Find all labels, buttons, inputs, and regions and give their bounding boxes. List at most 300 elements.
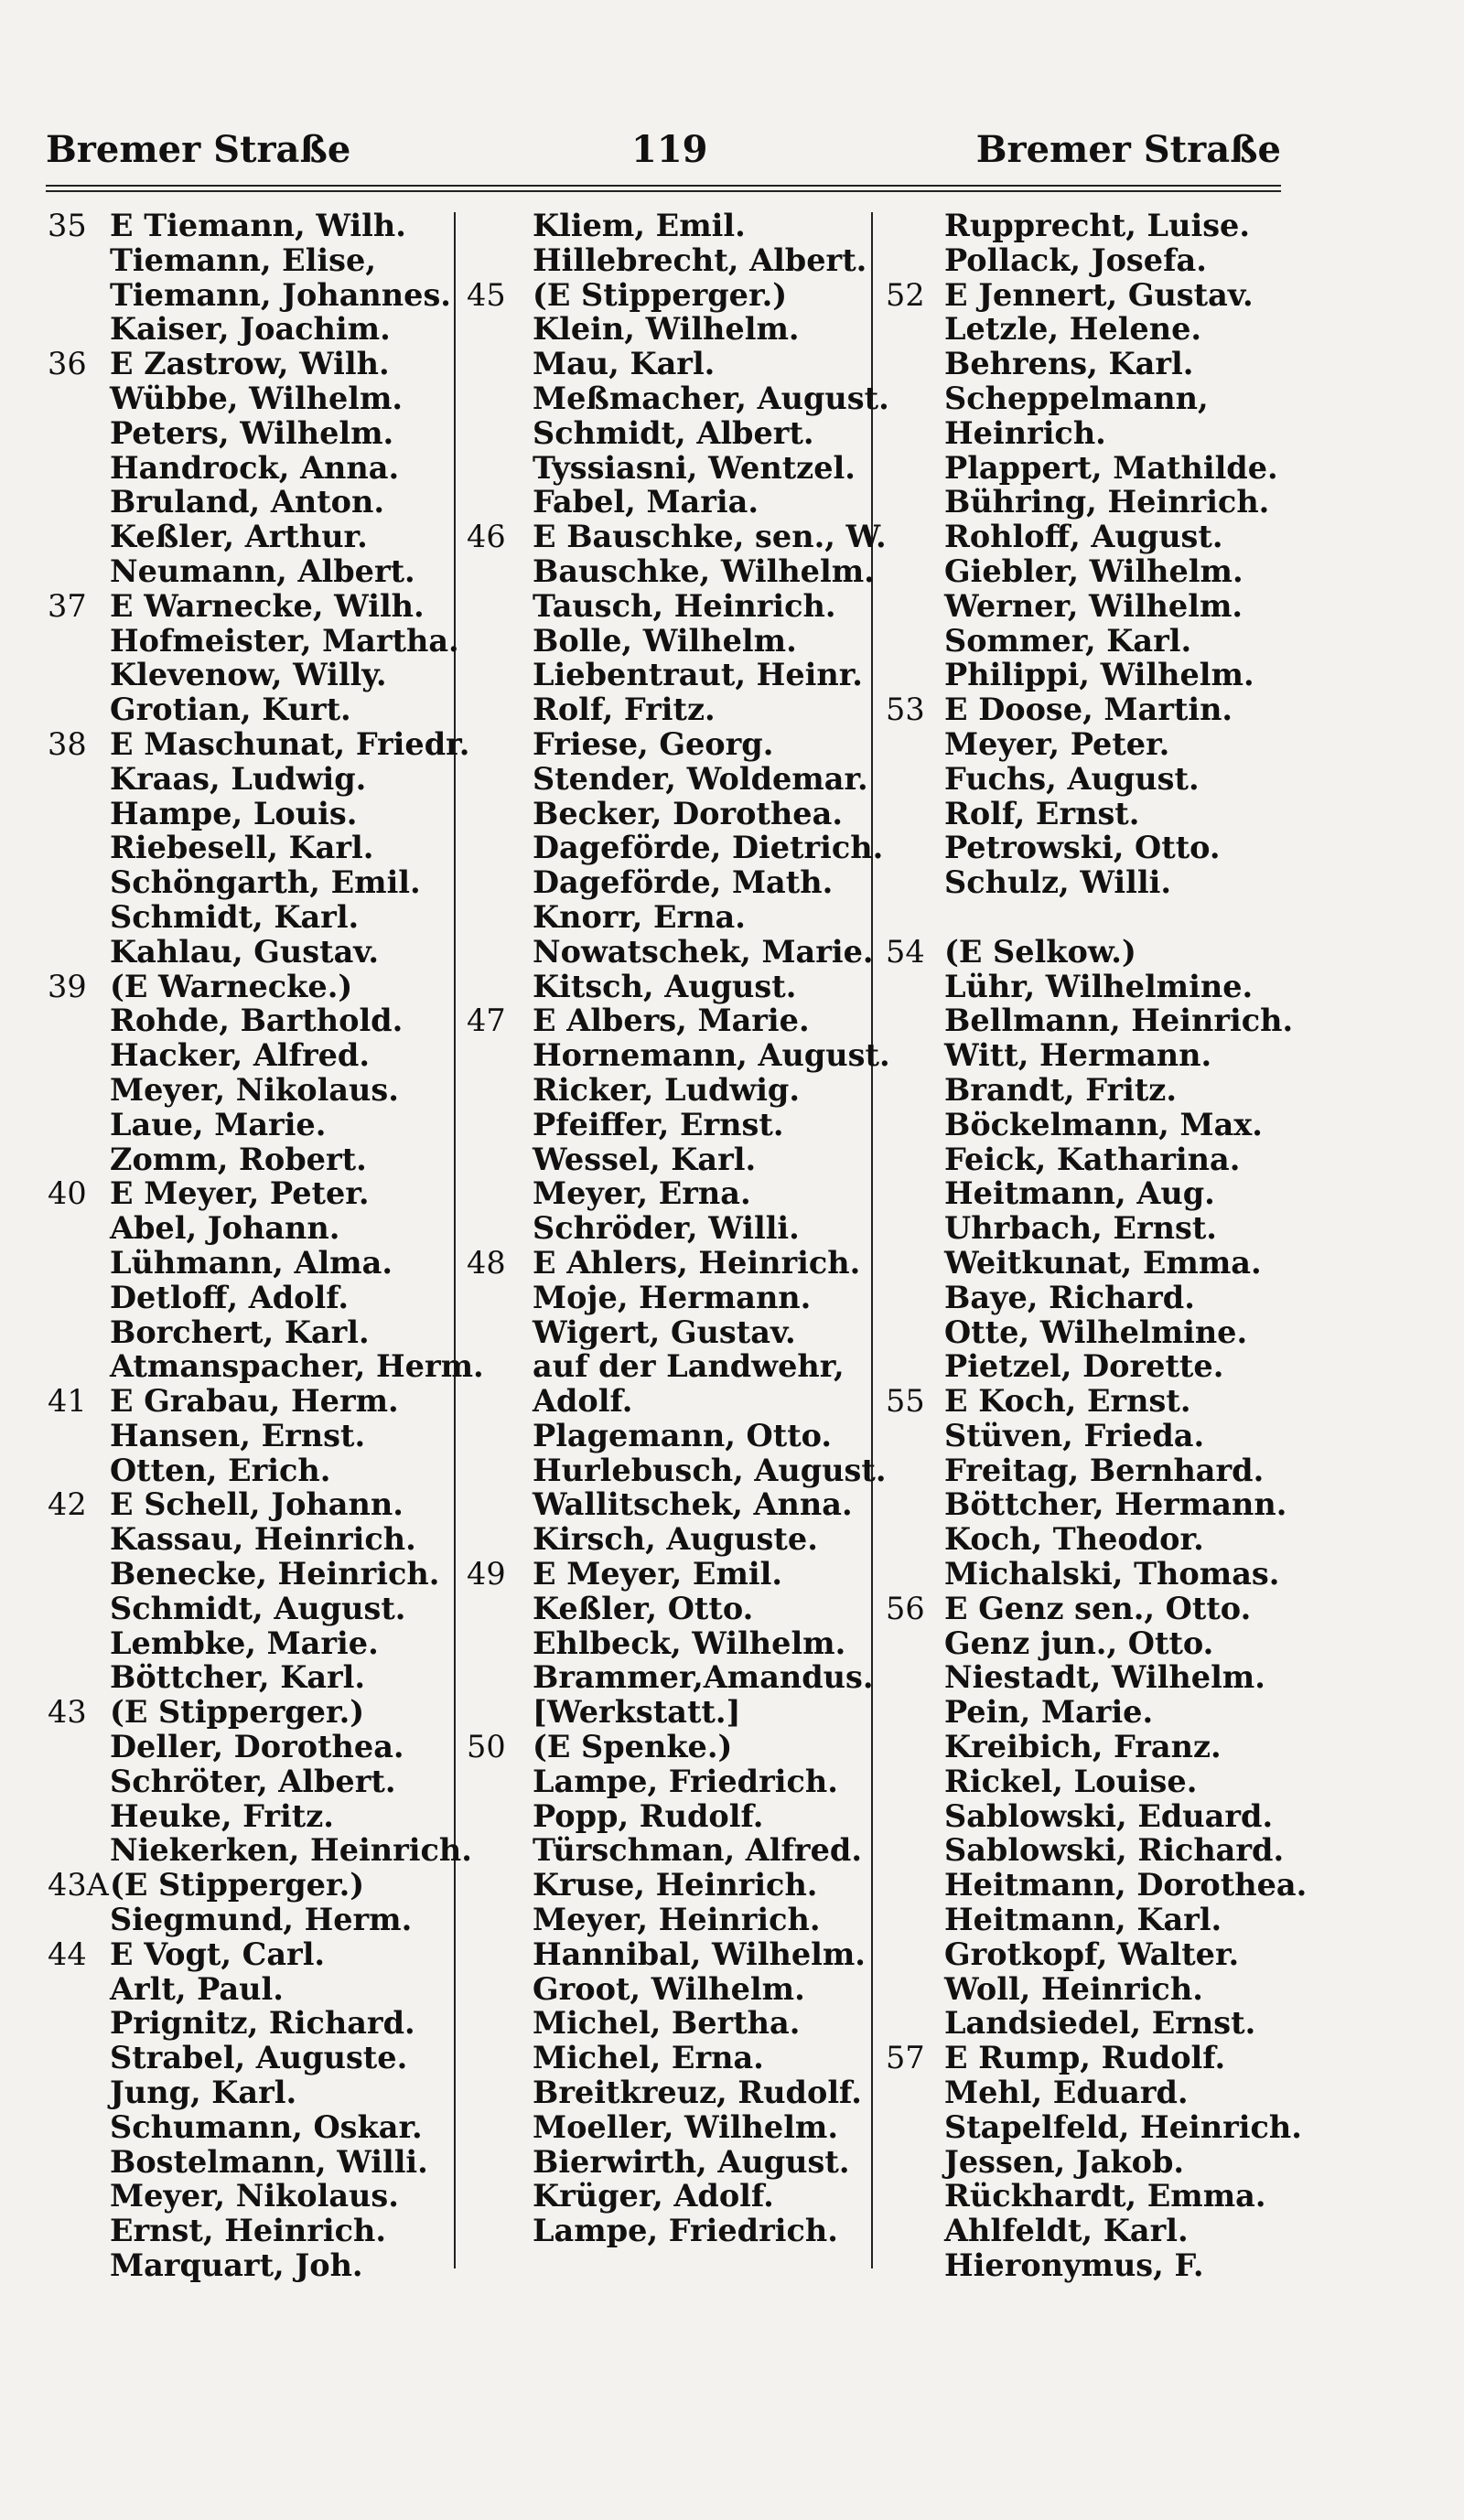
directory-entry	[48, 1972, 450, 2007]
house-number: 40	[48, 1175, 87, 1212]
directory-entry	[886, 797, 1279, 831]
resident-name: Dageförde, Math.	[533, 864, 834, 901]
directory-entry	[886, 2075, 1279, 2110]
directory-entry	[467, 2110, 869, 2145]
directory-entry	[467, 797, 869, 831]
directory-entry	[48, 1348, 484, 1385]
resident-name: Fuchs, August.	[944, 760, 1200, 797]
directory-entry	[48, 1038, 450, 1073]
directory-entry	[467, 2179, 869, 2214]
directory-entry	[48, 2145, 450, 2180]
directory-entry	[48, 2006, 450, 2041]
directory-entry	[48, 970, 450, 1004]
resident-name: Mau, Karl.	[533, 346, 716, 382]
directory-entry	[467, 692, 869, 727]
directory-entry	[467, 1108, 869, 1142]
resident-name: Detloff, Adolf.	[110, 1279, 350, 1315]
resident-name: Schumann, Oskar.	[110, 2108, 423, 2145]
resident-name: Feick, Katharina.	[944, 1141, 1241, 1177]
resident-name: Bierwirth, August.	[533, 2143, 850, 2180]
directory-entry	[48, 1557, 450, 1592]
resident-name: Tausch, Heinrich.	[533, 587, 836, 624]
resident-name: Moeller, Wilhelm.	[533, 2108, 839, 2145]
resident-name: Rückhardt, Emma.	[944, 2178, 1266, 2214]
resident-name: Nowatschek, Marie.	[533, 933, 874, 970]
directory-entry	[886, 1038, 1279, 1073]
resident-name: Heitmann, Dorothea.	[944, 1867, 1308, 1903]
resident-name: Rolf, Fritz.	[533, 692, 716, 728]
directory-entry	[467, 552, 875, 589]
directory-entry	[48, 1522, 450, 1557]
resident-name: Schmidt, Karl.	[110, 898, 360, 935]
resident-name: Borchert, Karl.	[110, 1314, 370, 1350]
resident-name: Genz jun., Otto.	[944, 1625, 1214, 1661]
resident-name: Pietzel, Dorette.	[944, 1348, 1224, 1385]
directory-entry	[467, 1937, 869, 1972]
resident-name: Hieronymus, F.	[944, 2247, 1204, 2284]
directory-entry	[48, 243, 450, 278]
directory-entry	[48, 831, 450, 865]
directory-entry	[48, 1142, 450, 1177]
house-number: 54	[886, 933, 925, 970]
resident-name: Schmidt, Albert.	[533, 414, 814, 451]
resident-name: Friese, Georg.	[533, 725, 774, 762]
resident-name: Schröder, Willi.	[533, 1210, 800, 1247]
directory-entry	[48, 2075, 450, 2110]
resident-name: Witt, Hermann.	[944, 1037, 1212, 1074]
resident-name: Heuke, Fritz.	[110, 1797, 334, 1834]
directory-entry	[467, 2145, 869, 2180]
resident-name: Knorr, Erna.	[533, 898, 746, 935]
directory-entry	[886, 1281, 1279, 1315]
directory-entry	[886, 1419, 1279, 1453]
directory-entry	[48, 1660, 450, 1695]
directory-entry	[48, 1487, 450, 1522]
resident-name: Prignitz, Richard.	[110, 2005, 415, 2042]
directory-entry	[48, 865, 450, 900]
house-number: 48	[467, 1244, 506, 1281]
resident-name: Hofmeister, Martha.	[110, 622, 459, 659]
resident-name: Plappert, Mathilde.	[944, 449, 1278, 486]
resident-name: Pollack, Josefa.	[944, 241, 1207, 278]
directory-entry	[886, 1384, 1279, 1419]
resident-name: Grotkopf, Walter.	[944, 1936, 1240, 1972]
directory-entry	[48, 1246, 450, 1281]
directory-entry	[48, 278, 450, 313]
resident-name: E Meyer, Emil.	[533, 1556, 783, 1592]
resident-name: Riebesell, Karl.	[110, 830, 374, 866]
directory-entry	[467, 1315, 869, 1350]
directory-entry	[886, 831, 1279, 865]
resident-name: Breitkreuz, Rudolf.	[533, 2075, 862, 2111]
directory-entry	[467, 1281, 869, 1315]
resident-name: Hampe, Louis.	[110, 795, 358, 831]
directory-entry	[48, 1695, 450, 1730]
directory-entry	[467, 347, 869, 381]
resident-name: Kahlau, Gustav.	[110, 933, 380, 970]
resident-name: Werner, Wilhelm.	[944, 587, 1243, 624]
directory-entry	[48, 900, 450, 935]
house-number: 55	[886, 1383, 925, 1420]
directory-entry	[886, 2041, 1279, 2075]
house-number: 53	[886, 692, 925, 728]
resident-name: Strabel, Auguste.	[110, 2040, 408, 2076]
resident-name: Meyer, Peter.	[944, 725, 1170, 762]
directory-entry	[467, 1972, 869, 2007]
directory-entry	[886, 554, 1279, 589]
resident-name: Woll, Heinrich.	[944, 1970, 1203, 2007]
resident-name: (E Stipperger.)	[110, 1867, 365, 1903]
directory-entry	[48, 1073, 450, 1108]
directory-entry	[467, 1764, 869, 1799]
resident-name: Bellmann, Heinrich.	[944, 1003, 1294, 1039]
resident-name: Heinrich.	[944, 414, 1106, 451]
directory-entry	[467, 1452, 887, 1488]
directory-entry	[48, 2248, 450, 2283]
directory-entry	[48, 1868, 450, 1903]
directory-entry	[48, 589, 450, 624]
directory-entry	[886, 1660, 1279, 1695]
resident-name: Hansen, Ernst.	[110, 1417, 366, 1453]
resident-name: Böckelmann, Max.	[944, 1106, 1263, 1142]
resident-name: Jessen, Jakob.	[944, 2143, 1185, 2180]
directory-entry	[467, 658, 869, 692]
resident-name: Otte, Wilhelmine.	[944, 1314, 1248, 1350]
directory-entry	[467, 2006, 869, 2041]
directory-entry	[467, 519, 887, 555]
resident-name: Uhrbach, Ernst.	[944, 1210, 1217, 1247]
resident-name: [Werkstatt.]	[533, 1694, 741, 1731]
directory-entry	[467, 1349, 869, 1384]
directory-entry	[467, 1073, 869, 1108]
directory-entry	[467, 485, 869, 520]
house-number: 50	[467, 1729, 506, 1765]
directory-entry	[886, 209, 1279, 243]
resident-name: E Zastrow, Wilh.	[110, 346, 390, 382]
resident-name: Tiemann, Elise,	[110, 241, 376, 278]
directory-entry	[467, 1659, 874, 1696]
directory-entry	[886, 1003, 1294, 1039]
resident-name: Mehl, Eduard.	[944, 2075, 1189, 2111]
directory-entry	[48, 762, 450, 797]
directory-entry	[467, 933, 874, 970]
resident-name: Kaiser, Joachim.	[110, 311, 391, 348]
resident-name: E Doose, Martin.	[944, 692, 1233, 728]
directory-entry	[48, 347, 450, 381]
resident-name: Kreibich, Franz.	[944, 1729, 1222, 1765]
directory-entry	[886, 1695, 1279, 1730]
house-number: 41	[48, 1383, 87, 1420]
resident-name: Hillebrecht, Albert.	[533, 241, 867, 278]
house-number: 46	[467, 519, 506, 555]
resident-name: Hacker, Alfred.	[110, 1037, 370, 1074]
directory-entry	[48, 1281, 450, 1315]
resident-name: Moje, Hermann.	[533, 1279, 812, 1315]
directory-entry	[467, 380, 889, 416]
house-number: 37	[48, 587, 87, 624]
resident-name: Behrens, Karl.	[944, 346, 1194, 382]
resident-name: Wessel, Karl.	[533, 1141, 757, 1177]
directory-entry	[467, 900, 869, 935]
directory-entry	[48, 1003, 450, 1038]
directory-entry	[467, 1833, 869, 1868]
resident-name: Peters, Wilhelm.	[110, 414, 394, 451]
directory-entry	[886, 1108, 1279, 1142]
directory-entry	[886, 278, 1279, 313]
resident-name: Kitsch, August.	[533, 968, 797, 1004]
resident-name: (E Stipperger.)	[533, 276, 788, 313]
house-number: 47	[467, 1003, 506, 1039]
directory-entry	[886, 1211, 1279, 1246]
resident-name: Deller, Dorothea.	[110, 1729, 404, 1765]
directory-entry	[48, 2110, 450, 2145]
resident-name: Scheppelmann,	[944, 380, 1209, 416]
house-number: 49	[467, 1556, 506, 1592]
resident-name: Lampe, Friedrich.	[533, 1763, 838, 1799]
directory-entry	[48, 1832, 472, 1869]
resident-name: (E Stipperger.)	[110, 1694, 365, 1731]
resident-name: Kassau, Heinrich.	[110, 1521, 416, 1558]
directory-entry	[48, 381, 450, 416]
resident-name: Landsiedel, Ernst.	[944, 2005, 1256, 2042]
resident-name: Niestadt, Wilhelm.	[944, 1659, 1265, 1696]
resident-name: E Koch, Ernst.	[944, 1383, 1191, 1420]
directory-entry	[467, 2041, 869, 2075]
resident-name: Pfeiffer, Ernst.	[533, 1106, 784, 1142]
directory-entry	[886, 865, 1279, 900]
resident-name: Stender, Woldemar.	[533, 760, 868, 797]
page-header	[46, 128, 1281, 176]
directory-entry	[886, 589, 1279, 624]
directory-entry	[48, 2179, 450, 2214]
resident-name: Böttcher, Hermann.	[944, 1486, 1287, 1523]
resident-name: Rupprecht, Luise.	[944, 208, 1251, 243]
directory-entry	[467, 278, 869, 313]
directory-entry	[467, 1211, 869, 1246]
resident-name: Meyer, Heinrich.	[533, 1902, 821, 1938]
directory-entry	[886, 658, 1279, 692]
directory-entry	[467, 1384, 869, 1419]
directory-entry	[48, 935, 450, 970]
header-rule-top	[46, 185, 1281, 187]
directory-entry	[886, 1557, 1279, 1592]
directory-entry	[467, 312, 869, 347]
directory-entry	[467, 1487, 869, 1522]
resident-name: Schmidt, August.	[110, 1590, 406, 1626]
directory-entry	[467, 589, 869, 624]
resident-name: Popp, Rudolf.	[533, 1797, 764, 1834]
resident-name: Giebler, Wilhelm.	[944, 552, 1243, 589]
house-number: 38	[48, 725, 87, 762]
column-1	[48, 208, 484, 2284]
resident-name: Kruse, Heinrich.	[533, 1867, 818, 1903]
resident-name: auf der Landwehr,	[533, 1348, 845, 1385]
house-number: 39	[48, 968, 87, 1004]
resident-name: Hannibal, Wilhelm.	[533, 1936, 866, 1972]
resident-name: Kirsch, Auguste.	[533, 1521, 818, 1558]
resident-name: Laue, Marie.	[110, 1106, 327, 1142]
directory-entry	[467, 1246, 869, 1281]
resident-name: Meyer, Nikolaus.	[110, 2178, 399, 2214]
directory-entry	[886, 243, 1279, 278]
directory-entry	[886, 485, 1279, 520]
resident-name: Abel, Johann.	[110, 1210, 340, 1247]
resident-name: Michel, Bertha.	[533, 2005, 801, 2042]
column-divider-1	[454, 212, 456, 2268]
resident-name: Benecke, Heinrich.	[110, 1556, 440, 1592]
resident-name: Petrowski, Otto.	[944, 830, 1221, 866]
resident-name: Rolf, Ernst.	[944, 795, 1140, 831]
resident-name: Rohloff, August.	[944, 519, 1223, 555]
resident-name: Letzle, Helene.	[944, 311, 1202, 348]
directory-entry	[48, 451, 450, 486]
directory-entry	[467, 1592, 869, 1626]
directory-entry	[467, 243, 869, 278]
resident-name: Rohde, Barthold.	[110, 1003, 404, 1039]
directory-entry	[886, 1626, 1279, 1661]
directory-entry	[886, 2214, 1279, 2248]
resident-name: Michalski, Thomas.	[944, 1556, 1280, 1592]
directory-entry	[886, 1142, 1279, 1177]
resident-name: Becker, Dorothea.	[533, 795, 843, 831]
directory-entry	[48, 1903, 450, 1937]
resident-name: Sablowski, Richard.	[944, 1832, 1285, 1869]
directory-entry	[467, 416, 869, 451]
resident-name: Meßmacher, August.	[533, 380, 889, 416]
directory-entry	[48, 1799, 450, 1834]
house-number: 45	[467, 276, 506, 313]
directory-entry	[467, 762, 869, 797]
directory-entry	[467, 1037, 890, 1074]
directory-entry	[886, 1176, 1279, 1211]
directory-entry	[48, 797, 450, 831]
directory-entry	[886, 2108, 1302, 2145]
directory-entry	[467, 1868, 869, 1903]
resident-name: Stapelfeld, Heinrich.	[944, 2108, 1302, 2145]
resident-name: Michel, Erna.	[533, 2040, 764, 2076]
directory-entry	[467, 1522, 869, 1557]
directory-entry	[886, 381, 1279, 416]
house-number: 52	[886, 276, 925, 313]
directory-entry	[886, 1764, 1279, 1799]
resident-name: Marquart, Joh.	[110, 2247, 363, 2284]
resident-name: Groot, Wilhelm.	[533, 1970, 805, 2007]
house-number: 57	[886, 2040, 925, 2076]
resident-name: Stüven, Frieda.	[944, 1417, 1205, 1453]
directory-entry	[467, 1626, 869, 1661]
directory-entry	[886, 1867, 1308, 1903]
directory-entry	[467, 1903, 869, 1937]
resident-name: (E Selkow.)	[944, 933, 1136, 970]
resident-name: Liebentraut, Heinr.	[533, 657, 863, 693]
resident-name: Tyssiasni, Wentzel.	[533, 449, 856, 486]
directory-entry	[886, 1315, 1279, 1350]
resident-name: E Genz sen., Otto.	[944, 1590, 1252, 1626]
directory-entry	[48, 1419, 450, 1453]
resident-name: Ahlfeldt, Karl.	[944, 2213, 1189, 2249]
directory-entry	[467, 1003, 869, 1038]
resident-name: Meyer, Nikolaus.	[110, 1071, 399, 1108]
house-number: 42	[48, 1486, 87, 1523]
resident-name: Fabel, Maria.	[533, 484, 759, 520]
directory-entry	[886, 1246, 1279, 1281]
directory-entry	[886, 347, 1279, 381]
resident-name: Keßler, Otto.	[533, 1590, 754, 1626]
directory-entry	[48, 416, 450, 451]
resident-name: Neumann, Albert.	[110, 552, 415, 589]
resident-name: (E Warnecke.)	[110, 968, 353, 1004]
directory-entry	[48, 1384, 450, 1419]
directory-entry	[886, 451, 1279, 486]
resident-name: Brammer,Amandus.	[533, 1659, 874, 1696]
directory-entry	[48, 1592, 450, 1626]
directory-entry	[48, 2214, 450, 2248]
resident-name: Sommer, Karl.	[944, 622, 1192, 659]
resident-name: Bostelmann, Willi.	[110, 2143, 428, 2180]
resident-name: Plagemann, Otto.	[533, 1417, 833, 1453]
directory-entry	[886, 1730, 1279, 1764]
resident-name: Türschman, Alfred.	[533, 1832, 862, 1869]
resident-name: Baye, Richard.	[944, 1279, 1195, 1315]
directory-entry	[48, 622, 459, 659]
resident-name: Ernst, Heinrich.	[110, 2213, 387, 2249]
resident-name: Schöngarth, Emil.	[110, 864, 421, 901]
directory-entry	[886, 762, 1279, 797]
resident-name: E Grabau, Herm.	[110, 1383, 399, 1420]
directory-entry	[886, 2145, 1279, 2180]
directory-entry	[48, 1453, 450, 1488]
resident-name: Otten, Erich.	[110, 1452, 331, 1488]
resident-name: Jung, Karl.	[110, 2075, 297, 2111]
header-street-right: Bremer Straße	[975, 128, 1281, 171]
directory-entry	[48, 1764, 450, 1799]
resident-name: Grotian, Kurt.	[110, 692, 351, 728]
resident-name: Lühmann, Alma.	[110, 1244, 393, 1281]
directory-entry	[886, 416, 1279, 451]
directory-entry	[886, 727, 1279, 762]
resident-name: Adolf.	[533, 1383, 633, 1420]
directory-entry	[48, 554, 450, 589]
directory-entry	[467, 624, 869, 659]
resident-name: E Albers, Marie.	[533, 1003, 810, 1039]
resident-name: E Maschunat, Friedr.	[110, 725, 470, 762]
directory-entry	[467, 2075, 869, 2110]
directory-entry	[886, 312, 1279, 347]
header-rule-bottom	[46, 190, 1281, 192]
directory-entry	[48, 1626, 450, 1661]
directory-entry	[886, 1522, 1279, 1557]
directory-entry	[467, 830, 884, 866]
resident-name: Lembke, Marie.	[110, 1625, 379, 1661]
directory-entry	[886, 1972, 1279, 2007]
resident-name: E Meyer, Peter.	[110, 1175, 370, 1212]
resident-name: Sablowski, Eduard.	[944, 1797, 1274, 1834]
resident-name: Weitkunat, Emma.	[944, 1244, 1262, 1281]
directory-entry	[467, 451, 869, 486]
directory-entry	[467, 1557, 869, 1592]
directory-entry	[467, 1695, 869, 1730]
resident-name: Brandt, Fritz.	[944, 1071, 1177, 1108]
directory-entry	[48, 658, 450, 692]
resident-name: Atmanspacher, Herm.	[110, 1348, 484, 1385]
resident-name: E Schell, Johann.	[110, 1486, 404, 1523]
resident-name: E Rump, Rudolf.	[944, 2040, 1226, 2076]
header-street-left: Bremer Straße	[46, 128, 351, 171]
directory-entry	[467, 1176, 869, 1211]
directory-entry	[467, 727, 869, 762]
resident-name: E Warnecke, Wilh.	[110, 587, 425, 624]
resident-name: Krüger, Adolf.	[533, 2178, 774, 2214]
